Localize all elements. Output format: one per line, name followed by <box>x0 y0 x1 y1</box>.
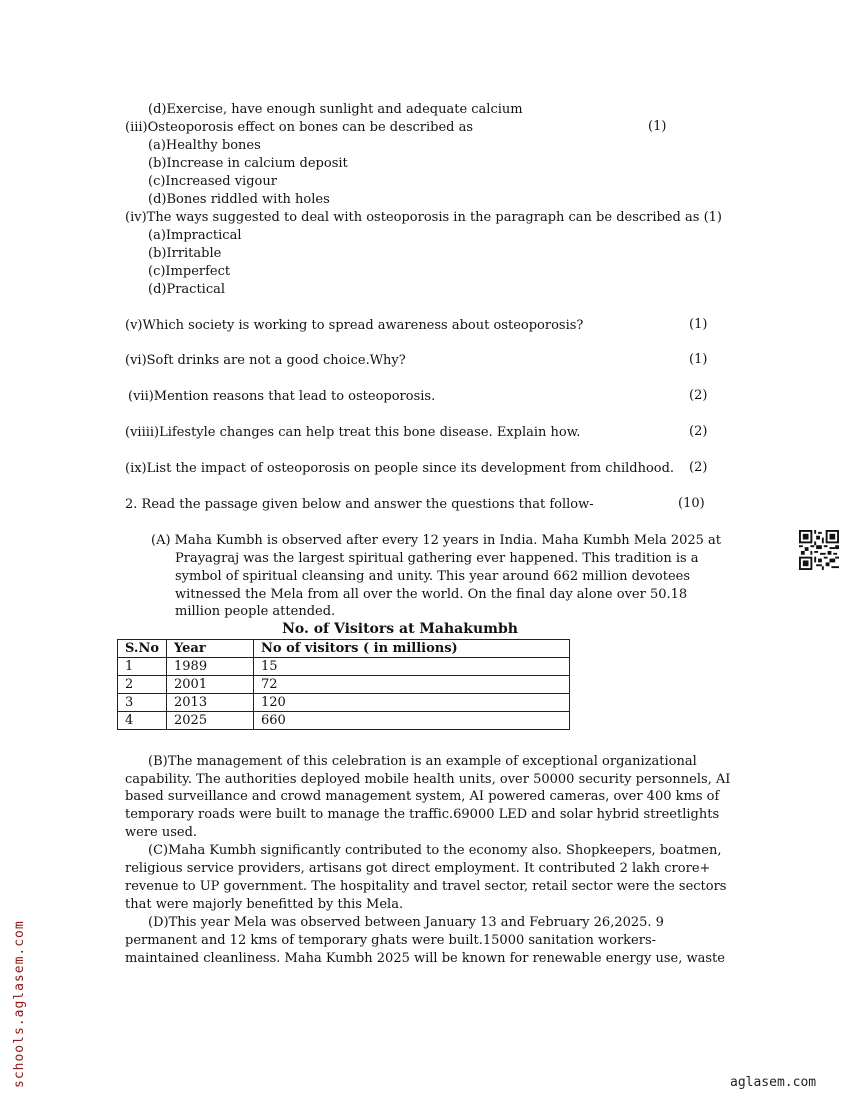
q1-v-marks: (1) <box>689 317 708 332</box>
table-row <box>118 676 570 694</box>
table-cell: 1989 <box>167 658 254 676</box>
q1-vii-question: (vii)Mention reasons that lead to osteoporosis. <box>128 389 436 404</box>
q1-vii-marks: (2) <box>689 388 708 403</box>
footer-watermark: aglasem.com <box>730 1075 817 1090</box>
q1-viii-question: (viiii)Lifestyle changes can help treat this bone disease. Explain how. <box>125 425 581 440</box>
table-cell: 72 <box>254 676 570 694</box>
q2-para-b-line: (B)The management of this celebration is an example of exceptional organizational <box>148 754 697 769</box>
q2-para-a-line: witnessed the Mela from all over the world. On the final day alone over 50.18 <box>175 587 688 602</box>
q1-ii-option-d: (d)Exercise, have enough sunlight and adequate calcium <box>148 102 523 117</box>
table-cell: 2 <box>118 676 167 694</box>
q1-iii-option: (a)Healthy bones <box>148 138 261 153</box>
q2-para-c-line: that were majorly benefitted by this Mela. <box>125 897 404 912</box>
table-header-cell: Year <box>167 640 254 658</box>
table-row <box>118 694 570 712</box>
table-header-cell: No of visitors ( in millions) <box>254 640 570 658</box>
table-cell: 120 <box>254 694 570 712</box>
q1-vi-marks: (1) <box>689 352 708 367</box>
q1-v-question: (v)Which society is working to spread awareness about osteoporosis? <box>125 318 584 333</box>
q1-ix-marks: (2) <box>689 460 708 475</box>
q2-para-a-line: Prayagraj was the largest spiritual gathering ever happened. This tradition is a <box>175 551 699 566</box>
table-cell: 3 <box>118 694 167 712</box>
q1-iii-option: (b)Increase in calcium deposit <box>148 156 348 171</box>
q1-ix-question: (ix)List the impact of osteoporosis on people since its development from childhood. <box>125 461 675 476</box>
table-cell: 660 <box>254 712 570 730</box>
q2-para-a-line: symbol of spiritual cleansing and unity. This year around 662 million devotees <box>175 569 691 584</box>
qr-code-icon <box>799 530 839 570</box>
q1-iv-option: (d)Practical <box>148 282 226 297</box>
q2-para-b-line: based surveillance and crowd management system, AI powered cameras, over 400 kms of <box>125 789 720 804</box>
table-header-cell: S.No <box>118 640 167 658</box>
q2-para-d-line: permanent and 12 kms of temporary ghats were built.15000 sanitation workers- <box>125 933 657 948</box>
table-cell: 1 <box>118 658 167 676</box>
visitors-table <box>117 639 570 730</box>
q2-para-c-line: (C)Maha Kumbh significantly contributed to the economy also. Shopkeepers, boatmen, <box>148 843 722 858</box>
q1-iii-option: (c)Increased vigour <box>148 174 277 189</box>
table-title: No. of Visitors at Mahakumbh <box>282 621 518 637</box>
table-cell: 4 <box>118 712 167 730</box>
table-row <box>118 658 570 676</box>
q1-iv-option: (c)Imperfect <box>148 264 231 279</box>
table-cell: 2025 <box>167 712 254 730</box>
q2-para-c-line: religious service providers, artisans got direct employment. It contributed 2 lakh crore+ <box>125 861 711 876</box>
q1-iv-question: (iv)The ways suggested to deal with osteoporosis in the paragraph can be described as (1) <box>125 210 722 225</box>
q1-iii-option: (d)Bones riddled with holes <box>148 192 330 207</box>
table-cell: 15 <box>254 658 570 676</box>
q1-iv-option: (b)Irritable <box>148 246 222 261</box>
q2-para-a-line: million people attended. <box>175 604 336 619</box>
q2-marks: (10) <box>678 496 705 511</box>
q1-iv-option: (a)Impractical <box>148 228 242 243</box>
q2-para-d-line: maintained cleanliness. Maha Kumbh 2025 will be known for renewable energy use, waste <box>125 951 725 966</box>
q2-para-a-line: (A) Maha Kumbh is observed after every 12 years in India. Maha Kumbh Mela 2025 at <box>151 533 722 548</box>
q1-iii-question: (iii)Osteoporosis effect on bones can be described as <box>125 120 474 135</box>
table-header-row <box>118 640 570 658</box>
q1-viii-marks: (2) <box>689 424 708 439</box>
table-cell: 2013 <box>167 694 254 712</box>
table-row <box>118 712 570 730</box>
q1-iii-marks: (1) <box>648 119 667 134</box>
table-cell: 2001 <box>167 676 254 694</box>
q2-para-c-line: revenue to UP government. The hospitality and travel sector, retail sector were the sectors <box>125 879 727 894</box>
q2-instruction: 2. Read the passage given below and answer the questions that follow- <box>125 497 594 512</box>
q1-vi-question: (vi)Soft drinks are not a good choice.Why? <box>125 353 406 368</box>
side-watermark: schools.aglasem.com <box>12 920 27 1088</box>
q2-para-b-line: were used. <box>125 825 198 840</box>
q2-para-b-line: temporary roads were built to manage the traffic.69000 LED and solar hybrid streetlights <box>125 807 720 822</box>
q2-para-b-line: capability. The authorities deployed mobile health units, over 50000 security personnels, AI <box>125 772 731 787</box>
q2-para-d-line: (D)This year Mela was observed between January 13 and February 26,2025. 9 <box>148 915 664 930</box>
